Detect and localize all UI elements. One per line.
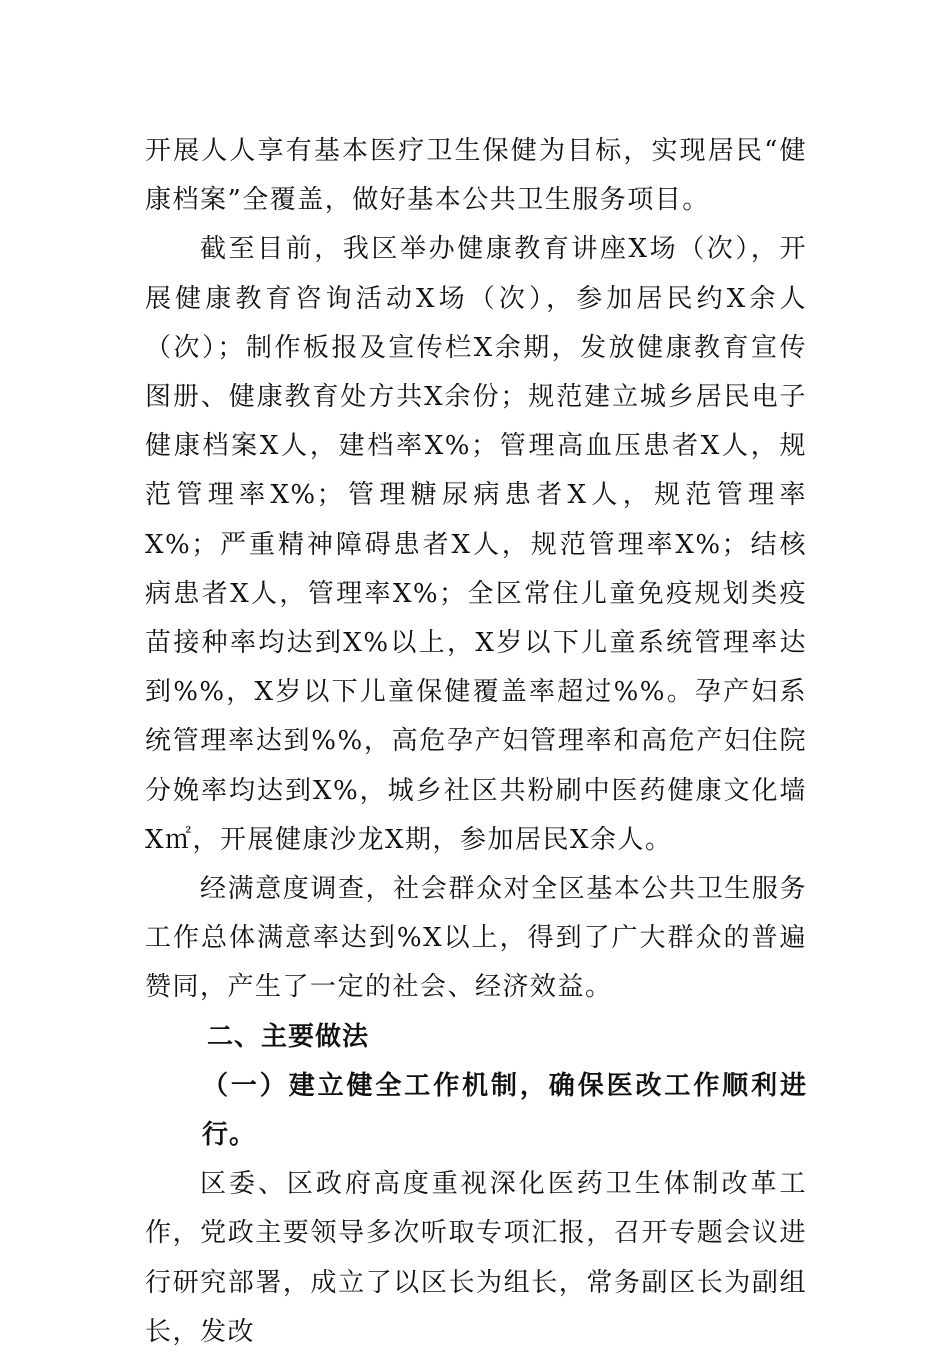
paragraph-statistics: 截至目前，我区举办健康教育讲座X场（次），开展健康教育咨询活动X场（次），参加居民约X余人（次）；制作板报及宣传栏X余期，发放健康教育宣传图册、健康教育处方共X余份；规范建立城乡居民电子健康档案X人，建档率X%；管理高血压患者X人，规范管理率X%；管理糖尿病患者X人，规范管理率X%；严重精神障碍患者X人，规范管理率X%；结核病患者X人，管理率X%；全区常住儿童免疫规划类疫苗接种率均达到X%以上，X岁以下儿童系统管理率达到%%，X岁以下儿童保健覆盖率超过%%。孕产妇系统管理率达到%%，高危孕产妇管理率和高危产妇住院分娩率均达到X%，城乡社区共粉刷中医药健康文化墙X㎡，开展健康沙龙X期，参加居民X余人。: [145, 234, 807, 855]
paragraph-intro-continuation: 开展人人享有基本医疗卫生保健为目标，实现居民“健康档案”全覆盖，做好基本公共卫生服务项目。: [145, 136, 807, 216]
paragraph-mechanism: 区委、区政府高度重视深化医药卫生体制改革工作，党政主要领导多次听取专项汇报，召开专题会议进行研究部署，成立了以区长为组长，常务副区长为副组长，发改: [145, 1169, 807, 1347]
document-body: [145, 127, 807, 1357]
paragraph-satisfaction: 经满意度调查，社会群众对全区基本公共卫生服务工作总体满意率达到%X以上，得到了广大群众的普遍赞同，产生了一定的社会、经济效益。: [145, 874, 807, 1003]
section-heading: 二、主要做法: [207, 1021, 370, 1052]
subsection-heading: （一）建立健全工作机制，确保医改工作顺利进行。: [202, 1070, 807, 1151]
